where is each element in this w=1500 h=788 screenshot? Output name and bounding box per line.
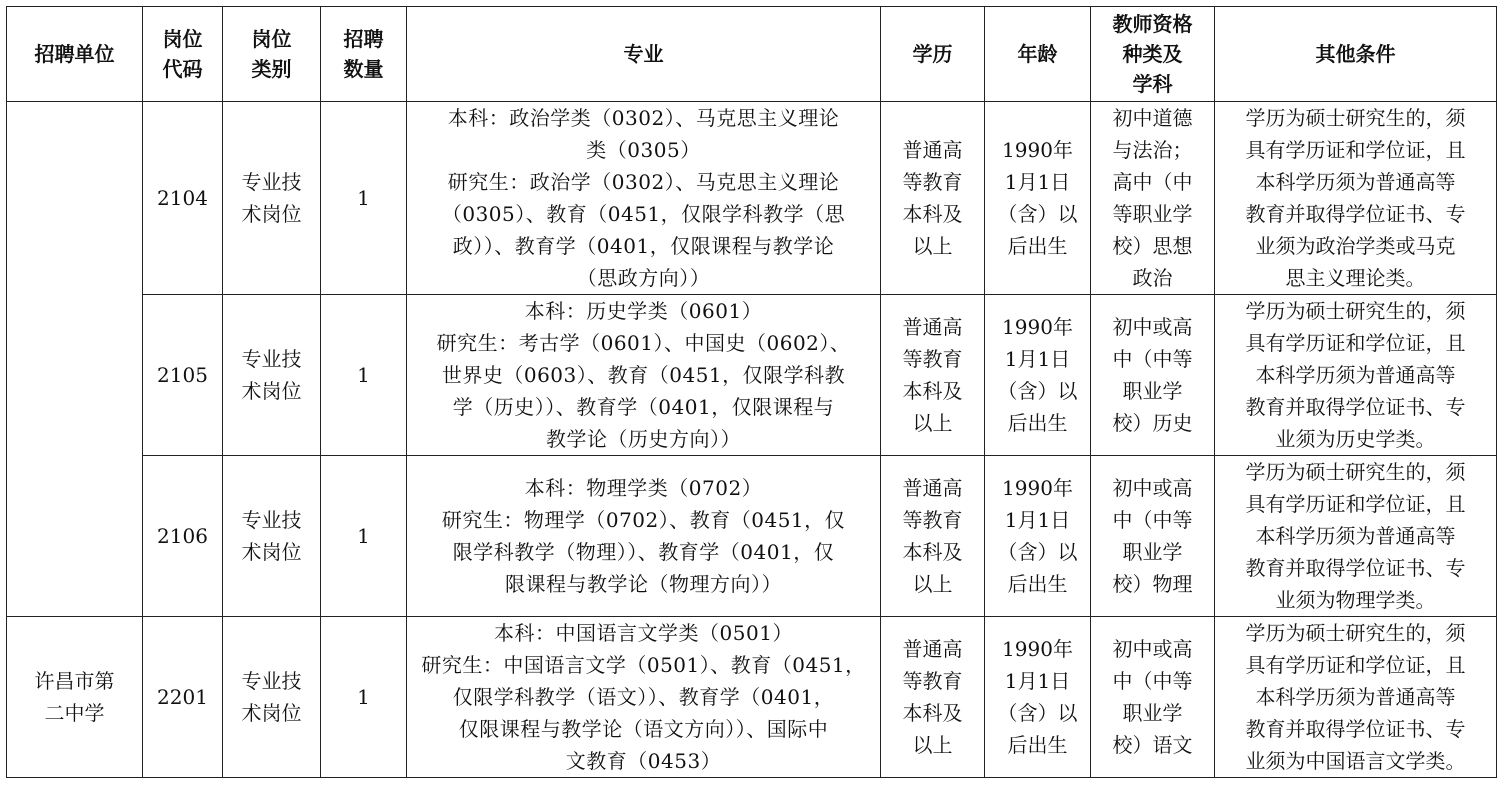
header-major: 专业 <box>407 7 881 102</box>
major-cell: 本科：物理学类（0702） 研究生：物理学（0702）、教育（0451，仅 限学科教学（物理））、教育学（0401，仅 限课程与教学论（物理方向）） <box>407 456 881 617</box>
code-cell: 2104 <box>143 102 223 295</box>
cert-cell: 初中或高 中（中等 职业学 校）语文 <box>1091 617 1215 778</box>
unit-cell: 许昌市第 二中学 <box>7 617 143 778</box>
other-cell: 学历为硕士研究生的，须 具有学历证和学位证，且 本科学历须为普通高等 教育并取得学位证书、专 业须为中国语言文学类。 <box>1215 617 1497 778</box>
recruitment-table <box>6 6 1497 778</box>
category-cell: 专业技 术岗位 <box>223 295 321 456</box>
major-cell: 本科：中国语言文学类（0501） 研究生：中国语言文学（0501）、教育（0451， 仅限学科教学（语文））、教育学（0401， 仅限课程与教学论（语文方向））、国际中 文教育（0453） <box>407 617 881 778</box>
header-code: 岗位 代码 <box>143 7 223 102</box>
education-cell: 普通高 等教育 本科及 以上 <box>881 456 985 617</box>
unit-cell <box>7 102 143 617</box>
other-cell: 学历为硕士研究生的，须 具有学历证和学位证，且 本科学历须为普通高等 教育并取得学位证书、专 业须为物理学类。 <box>1215 456 1497 617</box>
other-cell: 学历为硕士研究生的，须 具有学历证和学位证，且 本科学历须为普通高等 教育并取得学位证书、专 业须为政治学类或马克 思主义理论类。 <box>1215 102 1497 295</box>
header-unit: 招聘单位 <box>7 7 143 102</box>
table-row <box>7 617 1497 778</box>
quantity-cell: 1 <box>321 617 407 778</box>
header-education: 学历 <box>881 7 985 102</box>
cert-cell: 初中或高 中（中等 职业学 校）物理 <box>1091 456 1215 617</box>
quantity-cell: 1 <box>321 295 407 456</box>
education-cell: 普通高 等教育 本科及 以上 <box>881 295 985 456</box>
header-cert: 教师资格 种类及 学科 <box>1091 7 1215 102</box>
age-cell: 1990年 1月1日 （含）以 后出生 <box>985 617 1091 778</box>
header-quantity: 招聘 数量 <box>321 7 407 102</box>
header-row <box>7 7 1497 102</box>
table-row <box>7 456 1497 617</box>
header-other: 其他条件 <box>1215 7 1497 102</box>
major-cell: 本科：政治学类（0302）、马克思主义理论 类（0305） 研究生：政治学（0302）、马克思主义理论 （0305）、教育（0451，仅限学科教学（思 政））、教育学（0401，仅限课程与教学论 （思政方向）） <box>407 102 881 295</box>
table-row <box>7 295 1497 456</box>
code-cell: 2105 <box>143 295 223 456</box>
category-cell: 专业技 术岗位 <box>223 456 321 617</box>
cert-cell: 初中或高 中（中等 职业学 校）历史 <box>1091 295 1215 456</box>
code-cell: 2201 <box>143 617 223 778</box>
header-category: 岗位 类别 <box>223 7 321 102</box>
quantity-cell: 1 <box>321 102 407 295</box>
table-row <box>7 102 1497 295</box>
education-cell: 普通高 等教育 本科及 以上 <box>881 617 985 778</box>
header-age: 年龄 <box>985 7 1091 102</box>
category-cell: 专业技 术岗位 <box>223 617 321 778</box>
other-cell: 学历为硕士研究生的，须 具有学历证和学位证，且 本科学历须为普通高等 教育并取得学位证书、专 业须为历史学类。 <box>1215 295 1497 456</box>
age-cell: 1990年 1月1日 （含）以 后出生 <box>985 456 1091 617</box>
quantity-cell: 1 <box>321 456 407 617</box>
code-cell: 2106 <box>143 456 223 617</box>
major-cell: 本科：历史学类（0601） 研究生：考古学（0601）、中国史（0602）、 世界史（0603）、教育（0451，仅限学科教 学（历史））、教育学（0401，仅限课程与 教学论（历史方向）） <box>407 295 881 456</box>
age-cell: 1990年 1月1日 （含）以 后出生 <box>985 102 1091 295</box>
age-cell: 1990年 1月1日 （含）以 后出生 <box>985 295 1091 456</box>
cert-cell: 初中道德 与法治； 高中（中 等职业学 校）思想 政治 <box>1091 102 1215 295</box>
education-cell: 普通高 等教育 本科及 以上 <box>881 102 985 295</box>
category-cell: 专业技 术岗位 <box>223 102 321 295</box>
